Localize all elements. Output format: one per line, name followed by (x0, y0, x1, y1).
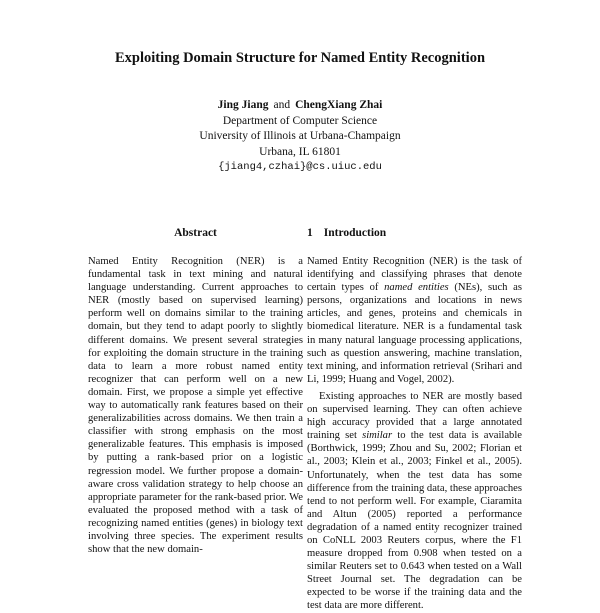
author-conjunction: and (273, 99, 291, 111)
abstract-column (88, 226, 303, 556)
section-number: 1 (307, 227, 313, 239)
intro-p1-text-a: Named Entity Recognition (NER) is the task of identifying and classifying phrases that denote certain types of (307, 256, 522, 294)
intro-p2-text-b: to the test data is available (Borthwick, 1999; Zhou and Su, 2002; Florian et al., 2003; Klein et al., 2003; Finkel et al., 2005). Unfortunately, when the test data has some difference from the training data, these approaches tend to not perform well. For example, Ciaramita and Altun (2005) reported a performance degradation of a named entity recognizer trained on CoNLL 2003 Reuters corpus, where the F1 measure dropped from 0.908 when tested on a similar Reuters set to 0.643 when tested on a Wall Street Journal set. The degradation can be expected to be worse if the training data and the test data are more different. (307, 430, 522, 612)
intro-paragraph-2 (307, 390, 522, 613)
intro-p1-emphasis: named entities (384, 282, 449, 294)
introduction-column (307, 226, 522, 613)
author-university: University of Illinois at Urbana-Champaign (199, 130, 401, 142)
author-email: {jiang4,czhai}@cs.uiuc.edu (218, 161, 382, 173)
paper-title: Exploiting Domain Structure for Named Entity Recognition (114, 50, 486, 66)
intro-paragraph-1 (307, 255, 522, 386)
intro-p1-text-b: (NEs), such as persons, organizations and locations in news articles, and genes, proteins and chemicals in biomedical literature. NER is a fundamental task in many natural language processing applications, such as question answering, machine translation, text mining, and information retrieval (Srihari and Li, 1999; Huang and Vogel, 2002). (307, 282, 522, 385)
author-block (0, 98, 600, 176)
abstract-text: Named Entity Recognition (NER) is a fundamental task in text mining and natural language understanding. Current approaches to NER (mostly based on supervised learning) perform well on domains similar to the training domain, but they tend to adapt poorly to slightly different domains. We present several strategies for exploiting the domain structure in the training data to learn a more robust named entity recognizer that can perform well on a new domain. First, we propose a simple yet effective way to automatically rank features based on their generalizabilities across domains. We then train a classifier with strong emphasis on the most generalizable features. This emphasis is imposed by putting a rank-based prior on a logistic regression model. We further propose a domain-aware cross validation strategy to help choose an appropriate parameter for the rank-based prior. We evaluated the proposed method with a task of recognizing named entities (genes) in biology text involving three species. The experiment results show that the new domain- (88, 256, 303, 556)
abstract-heading: Abstract (174, 227, 217, 239)
intro-p2-emphasis: similar (362, 430, 393, 442)
author-2: ChengXiang Zhai (295, 99, 383, 111)
author-names (0, 98, 600, 114)
author-department: Department of Computer Science (222, 114, 378, 127)
author-location: Urbana, IL 61801 (259, 145, 341, 158)
section-title: Introduction (323, 227, 387, 239)
author-1: Jing Jiang (217, 99, 269, 111)
intro-p2-text-a: Existing approaches to NER are mostly based on supervised learning. They can often achieve high accuracy provided that a large annotated training set (307, 390, 522, 442)
introduction-heading (307, 226, 522, 240)
